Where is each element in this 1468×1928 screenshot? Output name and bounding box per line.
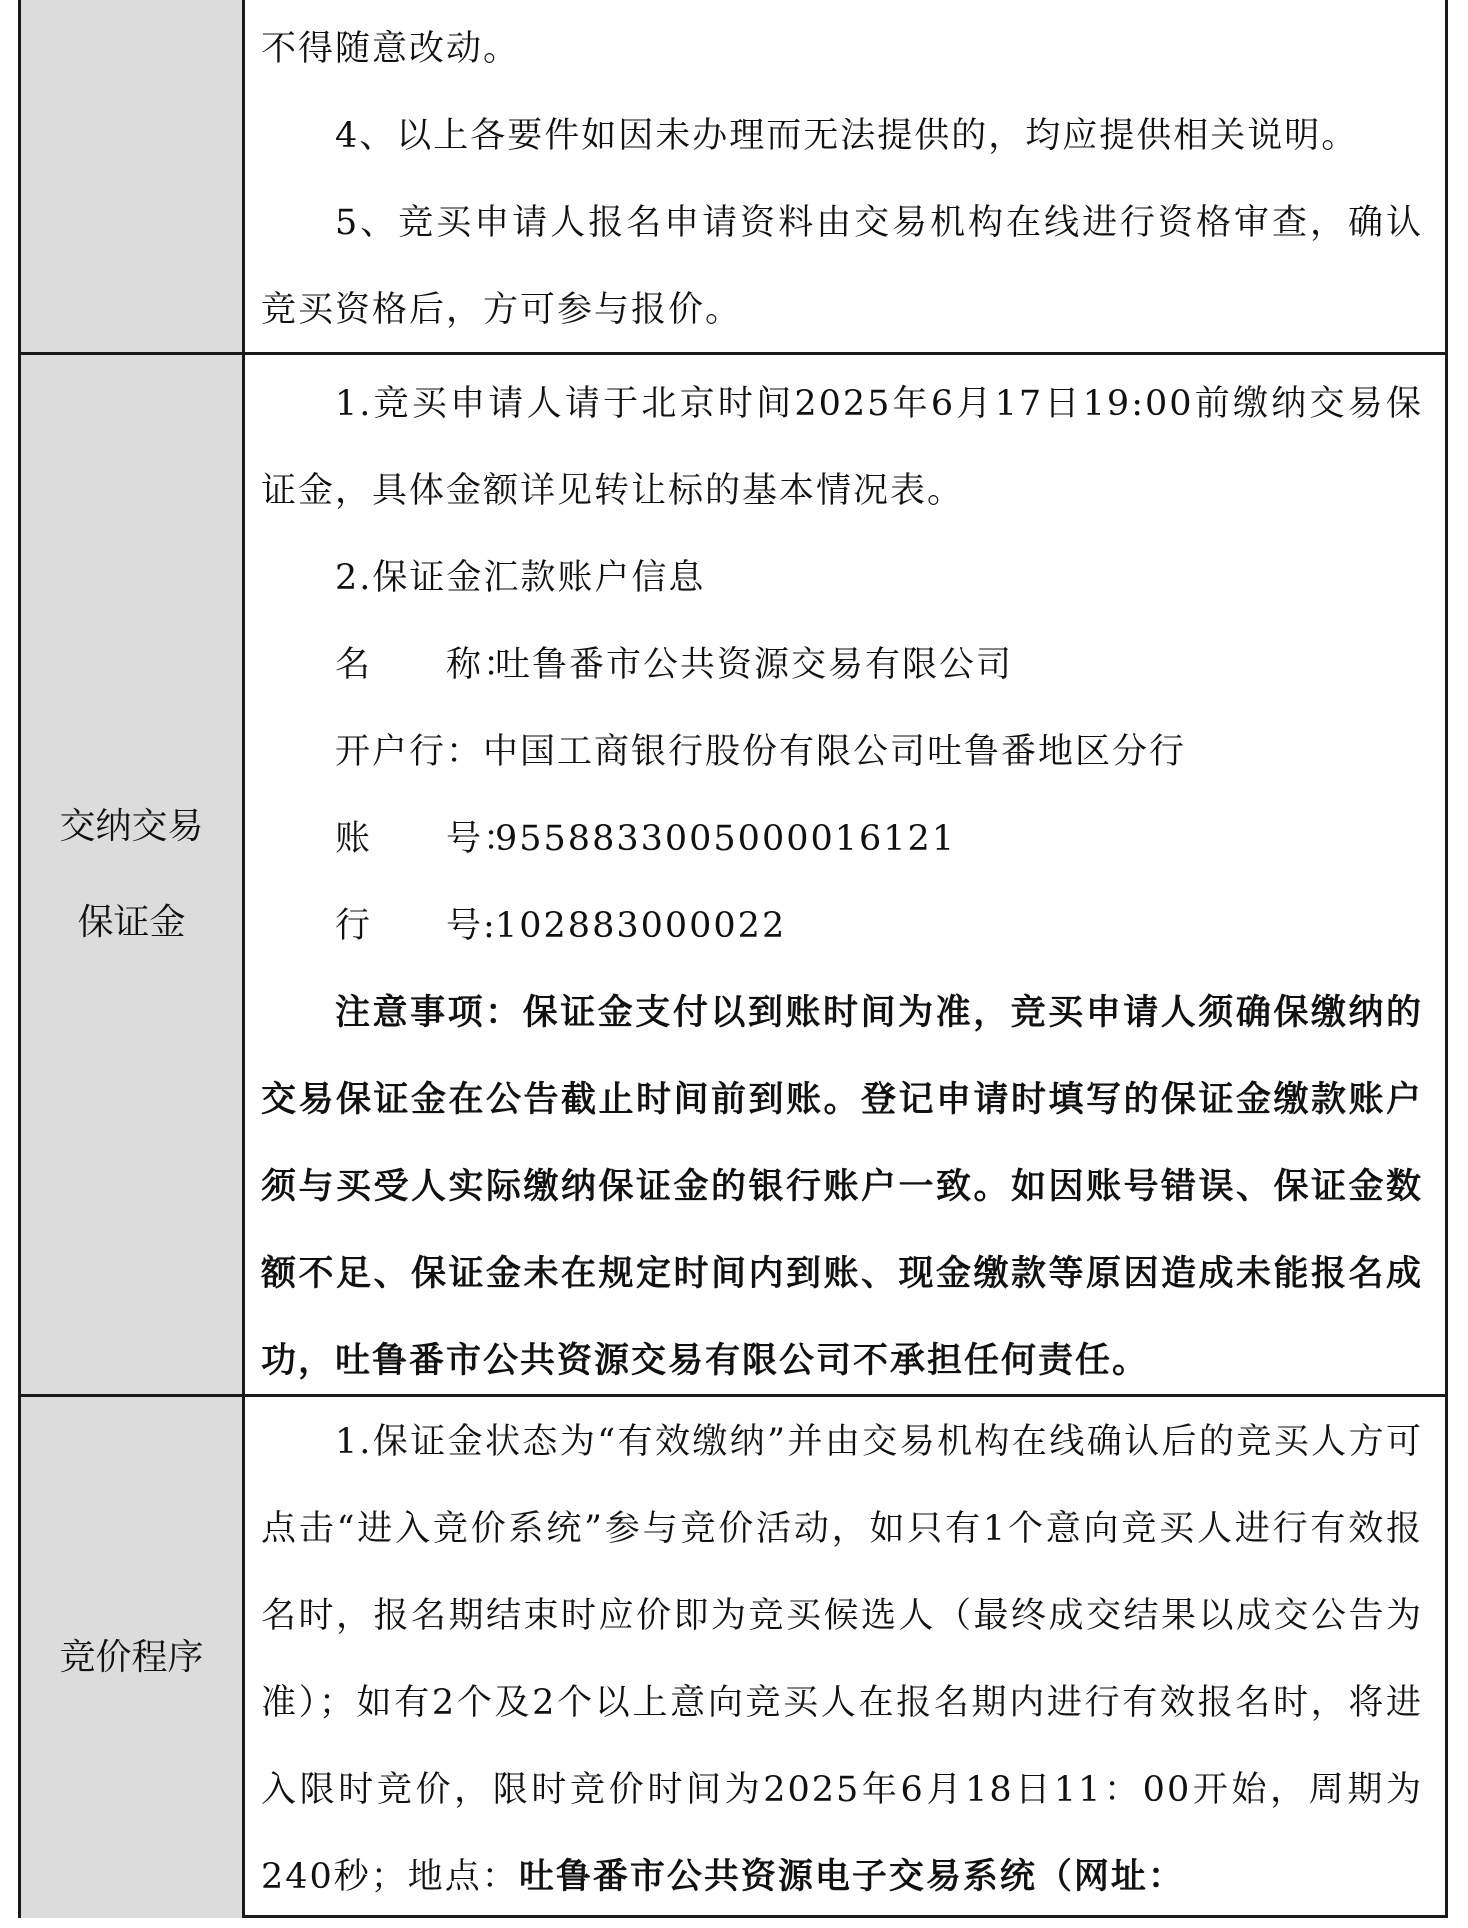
bidding-text: 1.保证金状态为“有效缴纳”并由交易机构在线确认后的竞买人方可点击“进入竞价系统”参与竞价活动，如只有1个意向竞买人进行有效报名时，报名期结束时应价即为竞买候选人（最终成交结果以成交公告为准）；如有2个及2个以上意向竞买人在报名期内进行有效报名时，将进入限时竞价，限时竞价时间为2025年6月18日11：00开始，周期为240秒；地点： xyxy=(261,1422,1423,1897)
info-table xyxy=(18,0,1448,1918)
paragraph xyxy=(261,1399,1423,1918)
table-row-bidding xyxy=(21,1394,1445,1918)
bank-info-value: 中国工商银行股份有限公司吐鲁番地区分行 xyxy=(483,732,1187,772)
bank-info-bank-code xyxy=(261,883,1423,970)
bank-info-branch xyxy=(261,709,1423,796)
bank-info-key: 账 号： xyxy=(335,819,521,859)
bank-info-value: 吐鲁番市公共资源交易有限公司 xyxy=(495,645,1014,685)
row-label-cell xyxy=(21,0,245,352)
row-content-cell xyxy=(245,0,1445,352)
paragraph: 4、以上各要件如因未办理而无法提供的，均应提供相关说明。 xyxy=(335,116,1359,156)
paragraph: 1.竞买申请人请于北京时间2025年6月17日19:00前缴纳交易保证金，具体金额详见转让标的基本情况表。 xyxy=(261,384,1423,511)
bank-info-value: 9558833005000016121 xyxy=(495,819,957,859)
bank-info-name xyxy=(261,622,1423,709)
row-label-cell xyxy=(21,355,245,1394)
row-content-cell xyxy=(245,355,1445,1394)
table-row-requirements xyxy=(21,0,1445,352)
row-content-cell xyxy=(245,1397,1445,1918)
paragraph: 2.保证金汇款账户信息 xyxy=(335,558,706,598)
bank-info-key: 名 称： xyxy=(335,645,521,685)
paragraph: 不得随意改动。 xyxy=(261,29,521,69)
bank-info-key: 行 号: xyxy=(335,906,497,946)
bank-info-value: 102883000022 xyxy=(495,906,787,946)
row-label-cell xyxy=(21,1397,245,1918)
table-row-deposit xyxy=(21,352,1445,1394)
row-label-bidding: 竞价程序 xyxy=(59,1636,204,1678)
paragraph: 5、竞买申请人报名申请资料由交易机构在线进行资格审查，确认竞买资格后，方可参与报价。 xyxy=(261,203,1423,330)
bank-info-account xyxy=(261,796,1423,883)
bank-info-key: 开户行： xyxy=(335,732,484,772)
bidding-location: 吐鲁番市公共资源电子交易系统（网址： xyxy=(518,1857,1185,1897)
row-label-deposit: 交纳交易 保证金 xyxy=(59,805,204,943)
notice-paragraph: 注意事项：保证金支付以到账时间为准，竞买申请人须确保缴纳的交易保证金在公告截止时间前到账。登记申请时填写的保证金缴款账户须与买受人实际缴纳保证金的银行账户一致。如因账号错误、保证金数额不足、保证金未在规定时间内到账、现金缴款等原因造成未能报名成功，吐鲁番市公共资源交易有限公司不承担任何责任。 xyxy=(261,993,1423,1381)
